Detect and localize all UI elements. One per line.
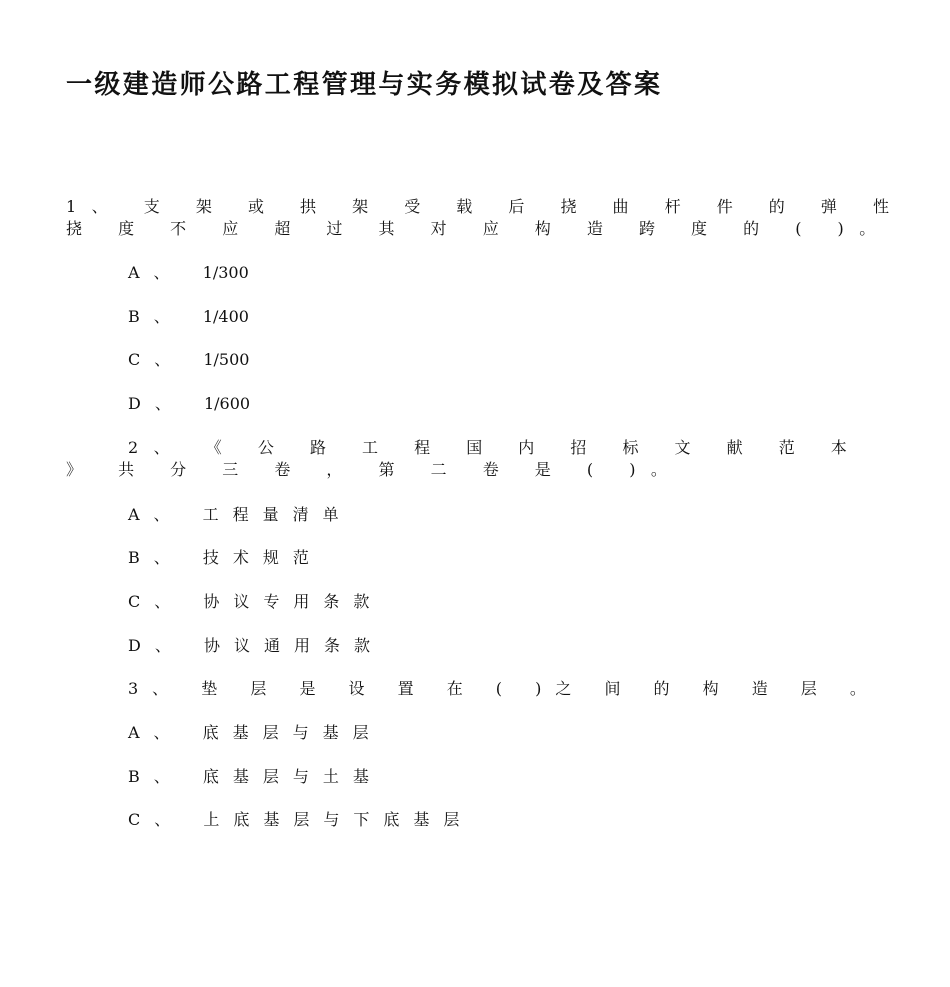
option-text: 1/600	[203, 394, 251, 413]
question-3-stem: 3、 垫 层 是 设 置 在 ( )之 间 的 构 造 层 。	[128, 679, 880, 698]
question-2-option-c	[128, 591, 383, 613]
option-letter: A、	[128, 505, 184, 524]
question-1-stem: 1、 支 架 或 拱 架 受 载 后 挠 曲 杆 件 的 弹 性 挠 度 不 应 超 过 其 对 应 构 造 跨 度 的 ( )。	[66, 197, 905, 238]
option-text: 1/500	[203, 350, 250, 369]
option-letter: C、	[128, 350, 185, 369]
option-letter: B、	[128, 548, 184, 567]
option-letter: A、	[128, 263, 184, 282]
question-2-option-a	[128, 504, 353, 526]
question-3-option-a	[128, 722, 383, 744]
option-text: 协议通用条款	[203, 636, 384, 655]
question-2-option-b	[128, 547, 323, 569]
option-letter: A、	[128, 723, 184, 742]
option-text: 1/400	[202, 307, 249, 326]
option-text: 协议专用条款	[203, 592, 384, 611]
question-1-option-d	[128, 393, 250, 415]
question-2-stem: 2、 《 公 路 工 程 国 内 招 标 文 献 范 本 》 共 分 三 卷 ， 第 二 卷 是 ( )。	[66, 438, 863, 479]
option-text: 底基层与土基	[202, 767, 383, 786]
question-1-option-c	[128, 349, 249, 371]
option-letter: D、	[128, 636, 185, 655]
option-text: 工程量清单	[202, 505, 353, 524]
question-3-option-b	[128, 766, 383, 788]
option-text: 上底基层与下底基层	[203, 810, 474, 829]
option-text: 技术规范	[202, 548, 323, 567]
option-letter: C、	[128, 592, 185, 611]
document-title: 一级建造师公路工程管理与实务模拟试卷及答案	[66, 70, 663, 100]
option-letter: C、	[128, 810, 185, 829]
option-letter: B、	[128, 307, 184, 326]
option-letter: B、	[128, 767, 184, 786]
option-text: 底基层与基层	[202, 723, 383, 742]
option-text: 1/300	[202, 263, 249, 282]
question-2-option-d	[128, 635, 384, 657]
question-3-option-c	[128, 809, 473, 831]
option-letter: D、	[128, 394, 185, 413]
question-1-option-a	[128, 262, 249, 284]
question-1-option-b	[128, 306, 249, 328]
